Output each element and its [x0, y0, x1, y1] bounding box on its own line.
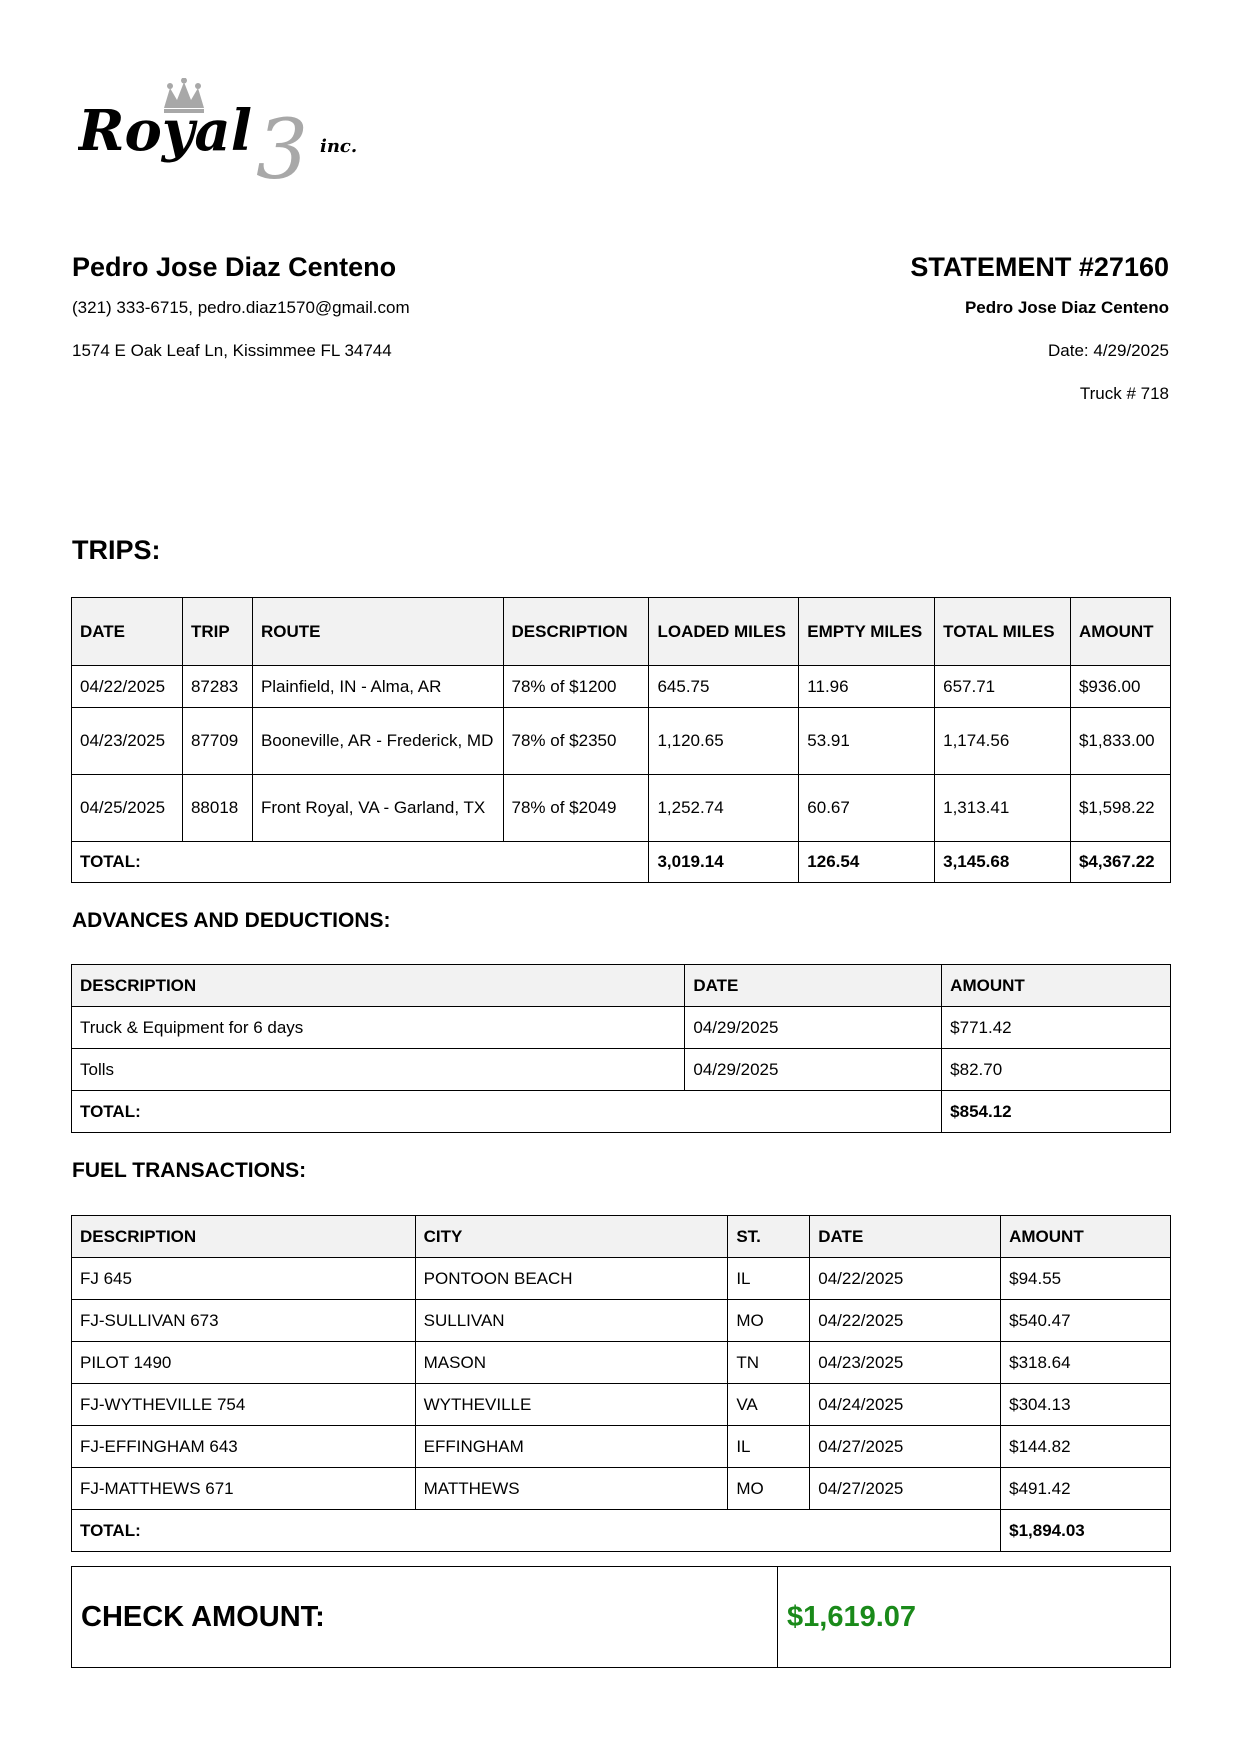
trip-total-miles: 1,313.41 [935, 775, 1071, 842]
trip-amount: $1,833.00 [1070, 708, 1170, 775]
logo-wordmark: Royal [78, 98, 252, 164]
fuel-state: MO [728, 1300, 810, 1342]
column-header: EMPTY MILES [799, 598, 935, 666]
fuel-amount: $318.64 [1001, 1342, 1171, 1384]
trip-route: Plainfield, IN - Alma, AR [252, 666, 503, 708]
fuel-city: WYTHEVILLE [415, 1384, 728, 1426]
advance-description: Truck & Equipment for 6 days [72, 1007, 685, 1049]
trip-description: 78% of $2350 [503, 708, 649, 775]
fuel-description: FJ-SULLIVAN 673 [72, 1300, 416, 1342]
trip-date: 04/22/2025 [72, 666, 183, 708]
table-header-row [72, 1216, 1171, 1258]
total-row [72, 842, 1171, 883]
fuel-date: 04/24/2025 [810, 1384, 1001, 1426]
total-label: TOTAL: [72, 1091, 942, 1133]
statement-driver-name: Pedro Jose Diaz Centeno [964, 298, 1169, 317]
fuel-description: FJ-MATTHEWS 671 [72, 1468, 416, 1510]
table-row [72, 1468, 1171, 1510]
fuel-date: 04/22/2025 [810, 1258, 1001, 1300]
advance-date: 04/29/2025 [685, 1007, 942, 1049]
column-header: DESCRIPTION [503, 598, 649, 666]
logo-numeral: 3 [256, 103, 309, 190]
trip-route: Booneville, AR - Frederick, MD [252, 708, 503, 775]
column-header: DATE [685, 965, 942, 1007]
company-logo [78, 78, 388, 190]
trip-empty-miles: 11.96 [799, 666, 935, 708]
fuel-state: TN [728, 1342, 810, 1384]
fuel-amount: $94.55 [1001, 1258, 1171, 1300]
advance-amount: $82.70 [942, 1049, 1171, 1091]
table-row [72, 708, 1171, 775]
table-header-row [72, 598, 1171, 666]
fuel-state: MO [728, 1468, 810, 1510]
trip-loaded-miles: 645.75 [649, 666, 799, 708]
trip-loaded-miles: 1,252.74 [649, 775, 799, 842]
trip-number: 87709 [182, 708, 252, 775]
advance-date: 04/29/2025 [685, 1049, 942, 1091]
advance-description: Tolls [72, 1049, 685, 1091]
trip-total-miles: 1,174.56 [935, 708, 1071, 775]
trip-number: 88018 [182, 775, 252, 842]
fuel-state: IL [728, 1258, 810, 1300]
column-header: ROUTE [252, 598, 503, 666]
table-row [72, 1258, 1171, 1300]
column-header: CITY [415, 1216, 728, 1258]
trip-number: 87283 [182, 666, 252, 708]
trip-empty-miles: 53.91 [799, 708, 935, 775]
column-header: ST. [728, 1216, 810, 1258]
logo-suffix: inc. [320, 136, 358, 157]
total-total-miles: 3,145.68 [935, 842, 1071, 883]
statement-date: Date: 4/29/2025 [1048, 341, 1169, 360]
fuel-amount: $491.42 [1001, 1468, 1171, 1510]
table-row [72, 1384, 1171, 1426]
trips-table [71, 597, 1171, 883]
fuel-state: VA [728, 1384, 810, 1426]
column-header: DATE [810, 1216, 1001, 1258]
advance-amount: $771.42 [942, 1007, 1171, 1049]
total-row [72, 1510, 1171, 1552]
royal-3-logo [78, 78, 388, 190]
fuel-date: 04/27/2025 [810, 1468, 1001, 1510]
trip-amount: $936.00 [1070, 666, 1170, 708]
fuel-city: MATTHEWS [415, 1468, 728, 1510]
table-row [72, 775, 1171, 842]
fuel-city: EFFINGHAM [415, 1426, 728, 1468]
total-label: TOTAL: [72, 842, 649, 883]
column-header: DATE [72, 598, 183, 666]
trip-date: 04/25/2025 [72, 775, 183, 842]
statement-title: STATEMENT #27160 [910, 252, 1169, 282]
statement-info [609, 250, 1169, 404]
column-header: LOADED MILES [649, 598, 799, 666]
total-empty-miles: 126.54 [799, 842, 935, 883]
trip-date: 04/23/2025 [72, 708, 183, 775]
fuel-date: 04/23/2025 [810, 1342, 1001, 1384]
fuel-city: PONTOON BEACH [415, 1258, 728, 1300]
driver-name: Pedro Jose Diaz Centeno [72, 252, 397, 282]
fuel-table [71, 1215, 1171, 1552]
fuel-amount: $304.13 [1001, 1384, 1171, 1426]
trip-amount: $1,598.22 [1070, 775, 1170, 842]
fuel-city: MASON [415, 1342, 728, 1384]
truck-number: Truck # 718 [1079, 384, 1169, 403]
table-row [72, 1049, 1171, 1091]
fuel-date: 04/22/2025 [810, 1300, 1001, 1342]
table-row [72, 1300, 1171, 1342]
advances-table [71, 964, 1171, 1133]
total-amount: $1,894.03 [1001, 1510, 1171, 1552]
table-row [72, 1342, 1171, 1384]
trips-section-title: TRIPS: [72, 535, 161, 565]
driver-info [72, 250, 632, 361]
trip-description: 78% of $1200 [503, 666, 649, 708]
column-header: AMOUNT [942, 965, 1171, 1007]
check-amount-value: $1,619.07 [787, 1600, 917, 1633]
total-amount: $854.12 [942, 1091, 1171, 1133]
fuel-description: FJ-WYTHEVILLE 754 [72, 1384, 416, 1426]
fuel-amount: $540.47 [1001, 1300, 1171, 1342]
column-header: TRIP [182, 598, 252, 666]
total-amount: $4,367.22 [1070, 842, 1170, 883]
table-row [72, 1426, 1171, 1468]
table-row [72, 666, 1171, 708]
fuel-state: IL [728, 1426, 810, 1468]
trip-route: Front Royal, VA - Garland, TX [252, 775, 503, 842]
fuel-amount: $144.82 [1001, 1426, 1171, 1468]
table-header-row [72, 965, 1171, 1007]
fuel-description: FJ-EFFINGHAM 643 [72, 1426, 416, 1468]
trip-description: 78% of $2049 [503, 775, 649, 842]
driver-contact: (321) 333-6715, pedro.diaz1570@gmail.com [72, 298, 410, 317]
table-row [72, 1007, 1171, 1049]
advances-section-title: ADVANCES AND DEDUCTIONS: [72, 909, 391, 932]
check-amount-label: CHECK AMOUNT: [72, 1567, 778, 1667]
total-loaded-miles: 3,019.14 [649, 842, 799, 883]
column-header: TOTAL MILES [935, 598, 1071, 666]
trip-total-miles: 657.71 [935, 666, 1071, 708]
fuel-section-title: FUEL TRANSACTIONS: [72, 1159, 307, 1182]
fuel-city: SULLIVAN [415, 1300, 728, 1342]
fuel-description: PILOT 1490 [72, 1342, 416, 1384]
check-amount-box [71, 1566, 1171, 1668]
column-header: AMOUNT [1070, 598, 1170, 666]
column-header: DESCRIPTION [72, 965, 685, 1007]
column-header: AMOUNT [1001, 1216, 1171, 1258]
total-row [72, 1091, 1171, 1133]
total-label: TOTAL: [72, 1510, 1001, 1552]
trip-loaded-miles: 1,120.65 [649, 708, 799, 775]
driver-address: 1574 E Oak Leaf Ln, Kissimmee FL 34744 [72, 341, 392, 360]
fuel-description: FJ 645 [72, 1258, 416, 1300]
column-header: DESCRIPTION [72, 1216, 416, 1258]
trip-empty-miles: 60.67 [799, 775, 935, 842]
fuel-date: 04/27/2025 [810, 1426, 1001, 1468]
